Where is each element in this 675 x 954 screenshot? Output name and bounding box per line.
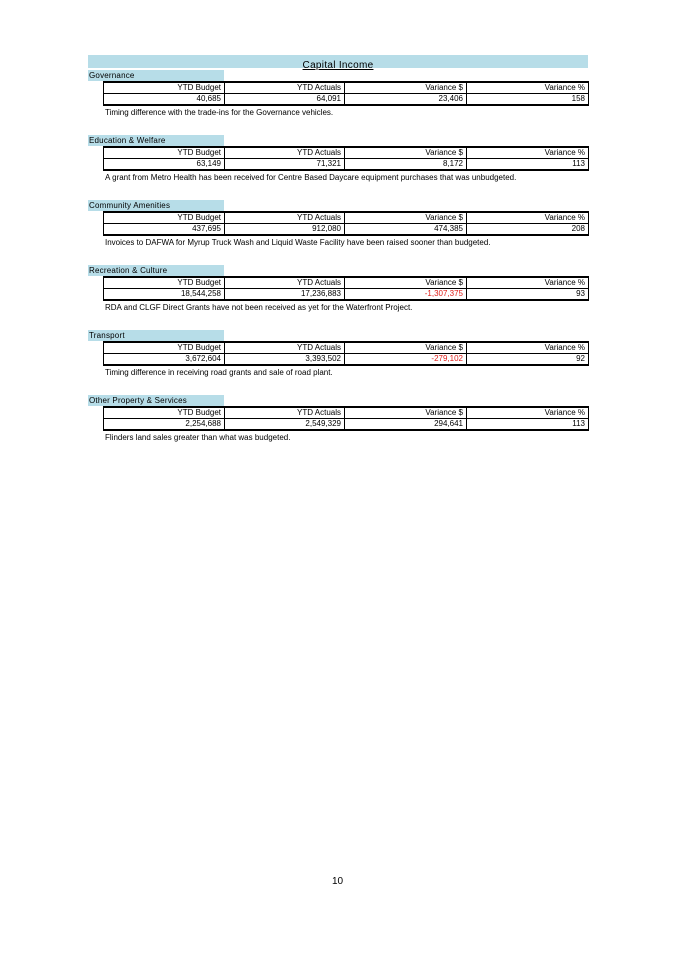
- section-label: Transport: [88, 330, 224, 341]
- col-header-variance-pct: Variance %: [467, 147, 589, 159]
- title-bar: [88, 55, 588, 71]
- col-header-ytd-actuals: YTD Actuals: [225, 342, 345, 354]
- variance-dollar-value: -1,307,375: [345, 289, 467, 301]
- variance-dollar-value: -279,102: [345, 354, 467, 366]
- col-header-variance-pct: Variance %: [467, 277, 589, 289]
- variance-dollar-value: 8,172: [345, 159, 467, 171]
- col-header-ytd-actuals: YTD Actuals: [225, 212, 345, 224]
- variance-pct-value: 113: [467, 159, 589, 171]
- col-header-variance-dollar: Variance $: [345, 407, 467, 419]
- variance-table: [103, 81, 589, 106]
- col-header-variance-dollar: Variance $: [345, 277, 467, 289]
- variance-dollar-value: 294,641: [345, 419, 467, 431]
- variance-table: [103, 211, 589, 236]
- table-row: [104, 354, 589, 366]
- ytd-budget-value: 437,695: [104, 224, 225, 236]
- variance-table: [103, 341, 589, 366]
- col-header-ytd-actuals: YTD Actuals: [225, 82, 345, 94]
- variance-dollar-value: 23,406: [345, 94, 467, 106]
- section-community-amenities: [88, 200, 588, 248]
- variance-table: [103, 406, 589, 431]
- col-header-variance-pct: Variance %: [467, 342, 589, 354]
- ytd-budget-value: 63,149: [104, 159, 225, 171]
- col-header-variance-dollar: Variance $: [345, 342, 467, 354]
- col-header-variance-dollar: Variance $: [345, 82, 467, 94]
- table-row: [104, 419, 589, 431]
- table-row: [104, 159, 589, 171]
- section-transport: [88, 330, 588, 378]
- variance-pct-value: 113: [467, 419, 589, 431]
- col-header-ytd-actuals: YTD Actuals: [225, 277, 345, 289]
- col-header-ytd-budget: YTD Budget: [104, 82, 225, 94]
- col-header-ytd-actuals: YTD Actuals: [225, 407, 345, 419]
- col-header-variance-dollar: Variance $: [345, 147, 467, 159]
- variance-note: RDA and CLGF Direct Grants have not been received as yet for the Waterfront Project.: [105, 303, 413, 312]
- col-header-ytd-actuals: YTD Actuals: [225, 147, 345, 159]
- col-header-ytd-budget: YTD Budget: [104, 342, 225, 354]
- col-header-ytd-budget: YTD Budget: [104, 407, 225, 419]
- variance-pct-value: 93: [467, 289, 589, 301]
- ytd-actuals-value: 64,091: [225, 94, 345, 106]
- ytd-budget-value: 2,254,688: [104, 419, 225, 431]
- variance-dollar-value: 474,385: [345, 224, 467, 236]
- table-row: [104, 289, 589, 301]
- ytd-budget-value: 18,544,258: [104, 289, 225, 301]
- variance-table: [103, 276, 589, 301]
- section-label: Recreation & Culture: [88, 265, 224, 276]
- col-header-ytd-budget: YTD Budget: [104, 212, 225, 224]
- col-header-ytd-budget: YTD Budget: [104, 277, 225, 289]
- page-number: 10: [331, 876, 344, 887]
- ytd-budget-value: 40,685: [104, 94, 225, 106]
- variance-note: Flinders land sales greater than what was budgeted.: [105, 433, 291, 442]
- col-header-variance-pct: Variance %: [467, 407, 589, 419]
- variance-pct-value: 158: [467, 94, 589, 106]
- ytd-budget-value: 3,672,604: [104, 354, 225, 366]
- section-education-welfare: [88, 135, 588, 183]
- variance-pct-value: 92: [467, 354, 589, 366]
- col-header-variance-pct: Variance %: [467, 82, 589, 94]
- page-title: Capital Income: [302, 60, 374, 71]
- section-governance: [88, 70, 588, 118]
- table-row: [104, 224, 589, 236]
- section-label: Community Amenities: [88, 200, 224, 211]
- section-other-property-services: [88, 395, 588, 443]
- section-label: Other Property & Services: [88, 395, 224, 406]
- variance-table: [103, 146, 589, 171]
- variance-pct-value: 208: [467, 224, 589, 236]
- ytd-actuals-value: 17,236,883: [225, 289, 345, 301]
- ytd-actuals-value: 71,321: [225, 159, 345, 171]
- col-header-variance-pct: Variance %: [467, 212, 589, 224]
- variance-note: Timing difference with the trade-ins for the Governance vehicles.: [105, 108, 334, 117]
- variance-note: Invoices to DAFWA for Myrup Truck Wash and Liquid Waste Facility have been raised sooner than budgeted.: [105, 238, 491, 247]
- col-header-ytd-budget: YTD Budget: [104, 147, 225, 159]
- col-header-variance-dollar: Variance $: [345, 212, 467, 224]
- table-row: [104, 94, 589, 106]
- ytd-actuals-value: 2,549,329: [225, 419, 345, 431]
- ytd-actuals-value: 3,393,502: [225, 354, 345, 366]
- section-label: Education & Welfare: [88, 135, 224, 146]
- section-recreation-culture: [88, 265, 588, 313]
- variance-note: A grant from Metro Health has been received for Centre Based Daycare equipment purchases that was unbudgeted.: [105, 173, 517, 182]
- variance-note: Timing difference in receiving road grants and sale of road plant.: [105, 368, 333, 377]
- ytd-actuals-value: 912,080: [225, 224, 345, 236]
- section-label: Governance: [88, 70, 224, 81]
